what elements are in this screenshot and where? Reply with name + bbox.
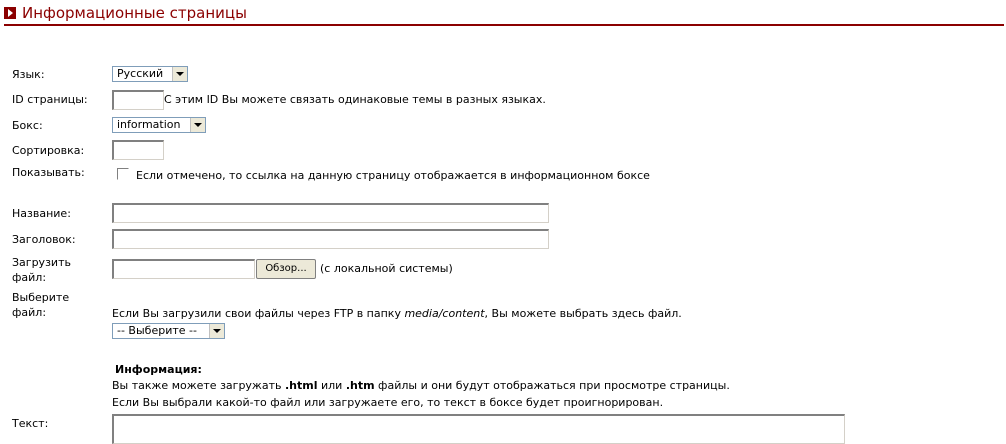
- choose-file-select[interactable]: [112, 323, 225, 339]
- info-line1-html: .html: [284, 379, 318, 392]
- page-id-hint: С этим ID Вы можете связать одинаковые темы в разных языках.: [164, 93, 546, 106]
- browse-button[interactable]: Обзор...: [256, 259, 316, 279]
- page-id-label: ID страницы:: [12, 93, 88, 106]
- upload-file-input[interactable]: [112, 259, 255, 279]
- heading-label: Заголовок:: [12, 233, 76, 246]
- info-line1-c: файлы и они будут отображаться при просмотре страницы.: [374, 379, 730, 392]
- choose-hint-suffix: , Вы можете выбрать здесь файл.: [484, 307, 682, 320]
- info-line1-b: или: [317, 379, 346, 392]
- info-line2: Если Вы выбрали какой-то файл или загружаете его, то текст в боксе будет проигнорирован.: [112, 396, 664, 409]
- text-area[interactable]: [112, 414, 845, 444]
- box-label: Бокс:: [12, 119, 43, 132]
- choose-hint: [112, 307, 682, 321]
- sort-label: Сортировка:: [12, 144, 85, 157]
- box-select-value: information: [117, 118, 181, 131]
- box-select[interactable]: [112, 117, 206, 133]
- choose-label-line1: Выберите: [12, 291, 70, 304]
- language-select-value: Русский: [117, 67, 164, 80]
- upload-label-line1: Загрузить: [12, 256, 71, 269]
- heading-input[interactable]: [112, 229, 549, 249]
- name-label: Название:: [12, 207, 71, 220]
- choose-label-line2: файл:: [12, 306, 47, 319]
- arrow-right-icon: [4, 7, 16, 19]
- info-title: Информация:: [115, 363, 202, 376]
- language-label: Язык:: [12, 68, 45, 81]
- show-label: Показывать:: [12, 166, 85, 179]
- info-line1: [112, 379, 730, 393]
- upload-hint: (с локальной системы): [320, 262, 453, 275]
- name-input[interactable]: [112, 203, 549, 223]
- show-checkbox[interactable]: [117, 168, 129, 180]
- show-hint: Если отмечено, то ссылка на данную страницу отображается в информационном боксе: [136, 169, 650, 182]
- sort-input[interactable]: [112, 140, 164, 160]
- chevron-down-icon: [172, 67, 187, 81]
- page-id-input[interactable]: [112, 90, 164, 110]
- upload-label-line2: файл:: [12, 271, 47, 284]
- choose-hint-prefix: Если Вы загрузили свои файлы через FTP в папку: [112, 307, 405, 320]
- chevron-down-icon: [209, 324, 224, 338]
- choose-file-select-value: -- Выберите --: [117, 324, 197, 337]
- page-header: [4, 4, 1004, 26]
- info-line1-htm: .htm: [345, 379, 375, 392]
- language-select[interactable]: [112, 66, 188, 82]
- chevron-down-icon: [190, 118, 205, 132]
- info-line1-a: Вы также можете загружать: [112, 379, 285, 392]
- choose-hint-folder: media/content: [404, 307, 485, 320]
- text-label: Текст:: [12, 417, 49, 430]
- page-title: Информационные страницы: [22, 4, 247, 22]
